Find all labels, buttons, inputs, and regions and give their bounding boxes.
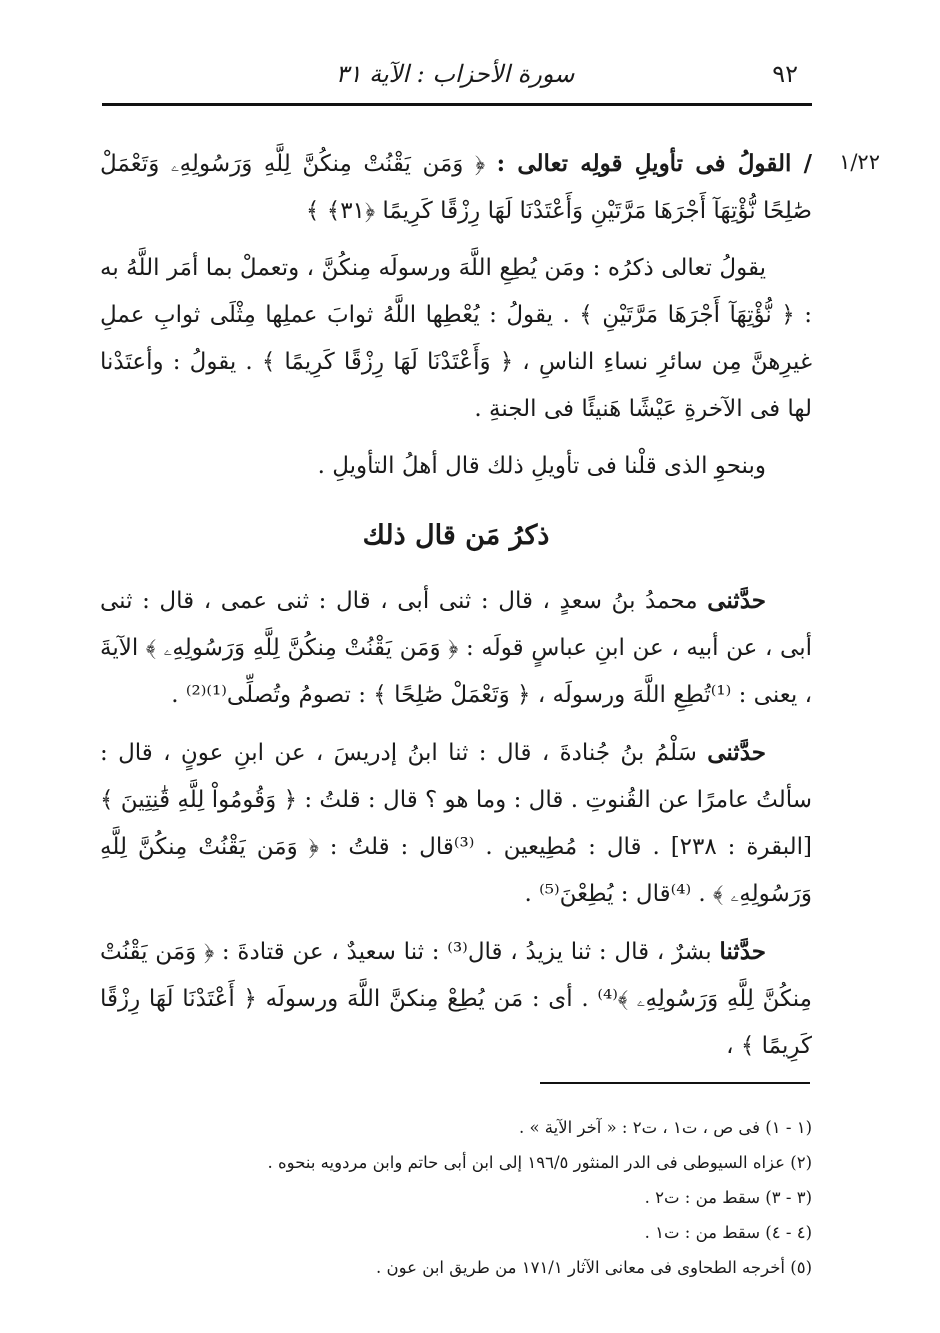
narration-lead: حدَّثنى (707, 587, 766, 614)
footnote: (١ - ١) فى ص ، ت١ ، ت٢ : « آخر الآية » . (518, 1118, 812, 1137)
header-rule (102, 103, 812, 106)
verse-paragraph (100, 140, 812, 235)
main-text (100, 140, 812, 1080)
commentary-paragraph (100, 245, 812, 433)
footnotes (100, 1110, 812, 1285)
footnote: (٤ - ٤) سقط من : ت١ . (644, 1223, 812, 1242)
narration-paragraph (100, 577, 812, 719)
margin-reference: ١/٢٢ (839, 150, 880, 174)
narration-lead: حدَّثنى (707, 739, 766, 766)
narration-lead: حدَّثنا (719, 938, 766, 965)
paragraph-lead: / القولُ فى تأويلِ قولِه تعالى : (496, 150, 812, 177)
section-heading: ذكرُ مَن قال ذلك (362, 520, 550, 551)
footnote-rule (540, 1082, 810, 1084)
page-number: ٩٢ (772, 60, 798, 88)
footnote: (٢) عزاه السيوطى فى الدر المنثور ١٩٦/٥ إلى ابن أبى حاتم وابن مردويه بنحوه . (267, 1153, 812, 1172)
paragraph-text: ﴿ وَمَن يَقْنُتْ مِنكُنَّ لِلَّهِ وَرَسُولِهِۦ وَتَعْمَلْ صَٰلِحًا نُّؤْتِهَآ أَجْرَهَا مَرَّتَيْنِ وَأَعْتَدْنَا لَهَا رِزْقًا كَرِيمًا ﴿٣١﴾ ﴾ (100, 151, 812, 224)
narration-text: بشرٌ ، قال : ثنا يزيدُ ، قال⁽³⁾ : ثنا سعيدٌ ، عن قتادةَ : ﴿ وَمَن يَقْنُتْ مِنكُنَّ لِلَّهِ وَرَسُولِهِۦ ﴾⁽⁴⁾ . أى : مَن يُطِعْ مِنكنَّ اللَّهَ ورسولَه ﴿ أَعْتَدْنَا لَهَا رِزْقًا كَرِيمًا ﴾ ، (100, 939, 813, 1059)
narration-paragraph (100, 729, 812, 918)
footnote: (٣ - ٣) سقط من : ت٢ . (644, 1188, 812, 1207)
narration-text: سَلْمُ بنُ جُنادةَ ، قال : ثنا ابنُ إدريسَ ، عن ابنِ عونٍ ، قال : سألتُ عامرًا عن القُنوتِ . قال : وما هو ؟ قال : قلتُ : ﴿ وَقُومُواْ لِلَّهِ قَٰنِتِينَ ﴾ [البقرة : ٢٣٨] . قال : مُطِيعين . ⁽³⁾قال : قلتُ : ﴿ وَمَن يَقْنُتْ مِنكُنَّ لِلَّهِ وَرَسُولِهِۦ ﴾ . ⁽⁴⁾قال : يُطِعْنَ⁽⁵⁾ . (100, 740, 813, 907)
footnote: (٥) أخرجه الطحاوى فى معانى الآثار ١٧١/١ من طريق ابن عون . (376, 1258, 812, 1277)
narration-paragraph (100, 928, 812, 1070)
paragraph-text: يقولُ تعالى ذكرُه : ومَن يُطِعِ اللَّهَ ورسولَه مِنكُنَّ ، وتعملْ بما أمَر اللَّهُ به : ﴿ نُّؤْتِهَآ أَجْرَهَا مَرَّتَيْنِ ﴾ . يقولُ : يُعْطِها اللَّهُ ثوابَ عملِها مِثْلَى ثوابِ عملِ غيرِهنَّ مِن سائرِ نساءِ الناسِ ، ﴿ وَأَعْتَدْنَا لَهَا رِزْقًا كَرِيمًا ﴾ . يقولُ : وأعتَدْنا لها فى الآخرةِ عَيْشًا هَنيئًا فى الجنةِ . (100, 255, 812, 422)
narration-text: محمدُ بنُ سعدٍ ، قال : ثنى أبى ، قال : ثنى عمى ، قال : ثنى أبى ، عن أبيه ، عن ابنِ عباسٍ قولَه : ﴿ وَمَن يَقْنُتْ مِنكُنَّ لِلَّهِ وَرَسُولِهِۦ ﴾ الآيةَ ، يعنى : ⁽¹⁾تُطِعِ اللَّهَ ورسولَه ، ﴿ وَتَعْمَلْ صَٰلِحًا ﴾ : تصومُ وتُصلِّى⁽¹⁾⁽²⁾ . (100, 588, 812, 708)
running-title: سورة الأحزاب : الآية ٣١ (335, 60, 575, 88)
commentary-paragraph (100, 443, 812, 490)
paragraph-text: وبنحوِ الذى قلْنا فى تأويلِ ذلك قال أهلُ التأويلِ . (317, 453, 766, 479)
page-header (102, 60, 808, 100)
